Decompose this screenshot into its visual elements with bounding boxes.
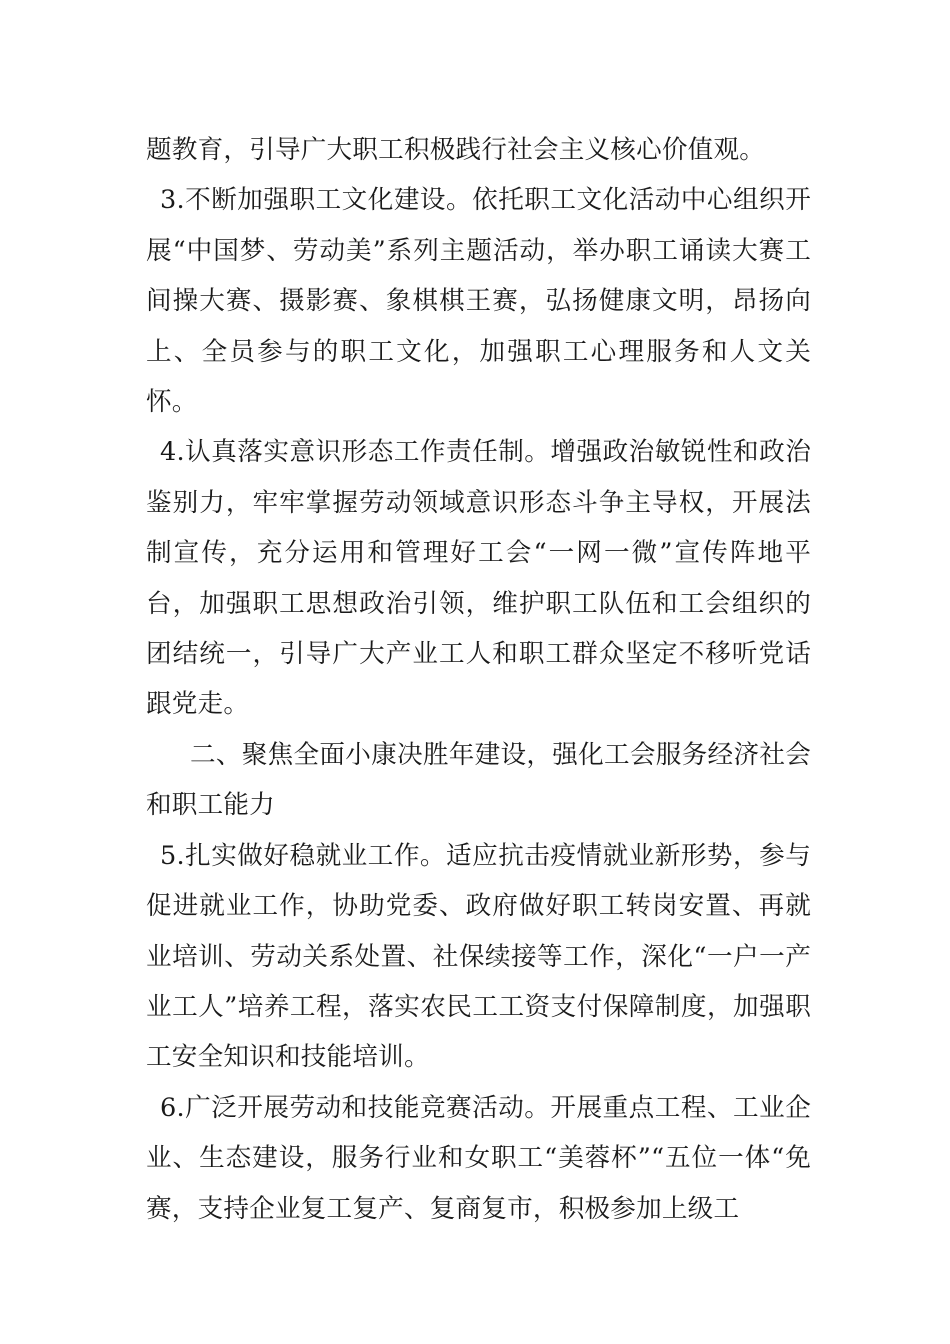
paragraph-intro-tail: 题教育，引导广大职工积极践行社会主义核心价值观。 <box>146 135 766 165</box>
document-body <box>146 125 811 1234</box>
paragraph-item-4: 4.认真落实意识形态工作责任制。增强政治敏锐性和政治鉴别力，牢牢掌握劳动领域意识形态斗争主导权，开展法制宣传，充分运用和管理好工会“一网一微”宣传阵地平台，加强职工思想政治引领，维护职工队伍和工会组织的团结统一，引导广大产业工人和职工群众坚定不移听党话跟党走。 <box>146 437 811 720</box>
paragraph-item-6: 6.广泛开展劳动和技能竞赛活动。开展重点工程、工业企业、生态建设，服务行业和女职工“美蓉杯”“五位一体“免赛，支持企业复工复产、复商复市，积极参加上级工 <box>146 1092 811 1224</box>
paragraph-item-3: 3.不断加强职工文化建设。依托职工文化活动中心组织开展“中国梦、劳动美”系列主题活动，举办职工诵读大赛工间操大赛、摄影赛、象棋棋王赛，弘扬健康文明，昂扬向上、全员参与的职工文化，加强职工心理服务和人文关怀。 <box>146 185 811 418</box>
paragraph-item-5: 5.扎实做好稳就业工作。适应抗击疫情就业新形势，参与促进就业工作，协助党委、政府做好职工转岗安置、再就业培训、劳动关系处置、社保续接等工作，深化“一户一产业工人”培养工程，落实农民工工资支付保障制度，加强职工安全知识和技能培训。 <box>146 840 811 1073</box>
section-heading: 二、聚焦全面小康决胜年建设，强化工会服务经济社会和职工能力 <box>146 739 811 821</box>
